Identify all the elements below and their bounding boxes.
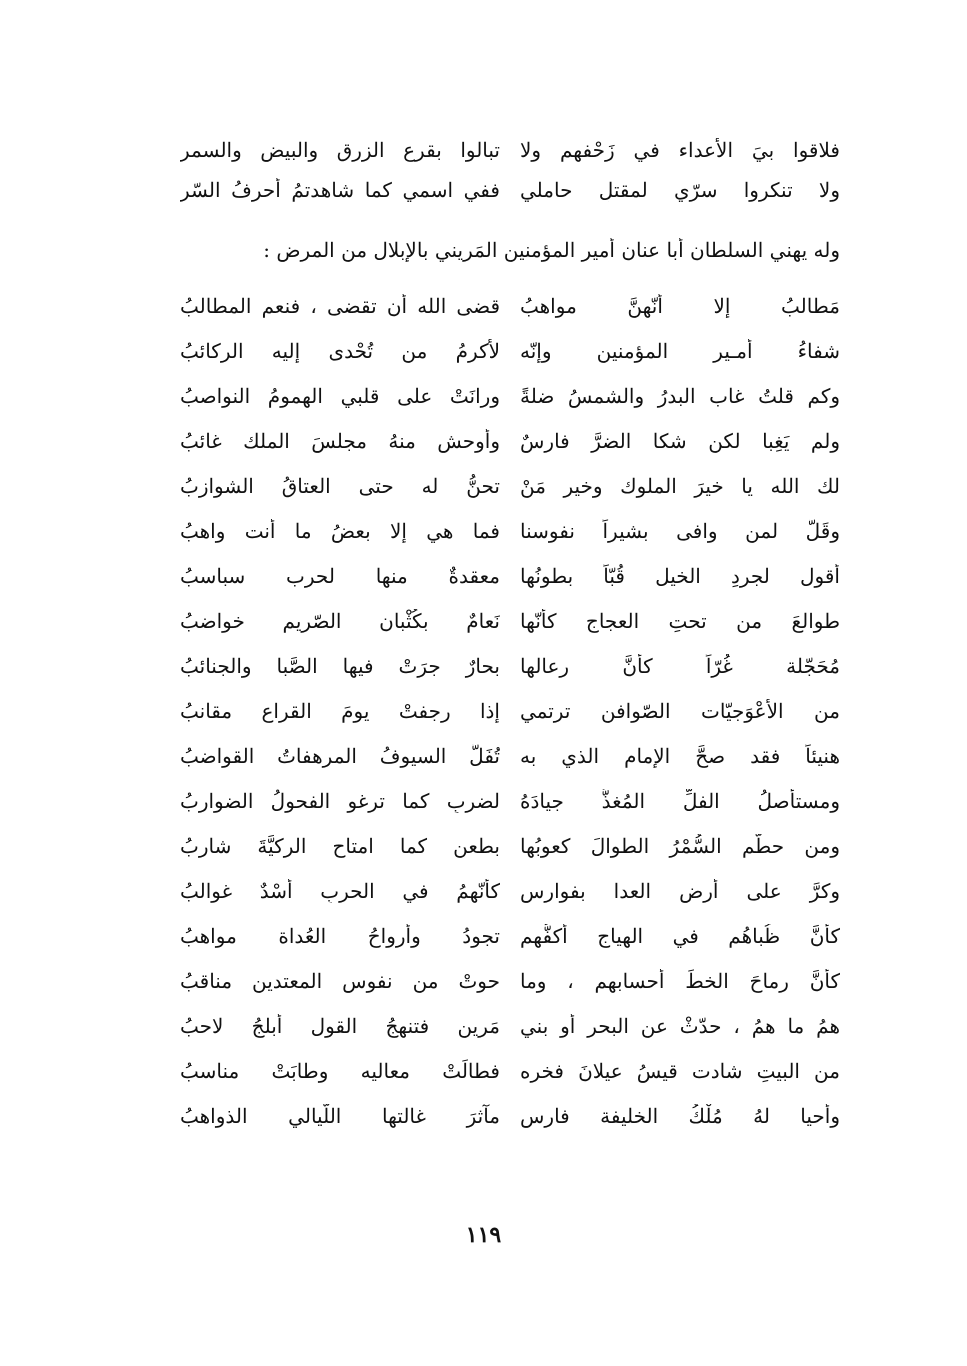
- verse-line: [180, 924, 840, 969]
- second-hemistich: ففي اسمي كما شاهدتمُ أحرفُ السّرِ: [180, 178, 500, 202]
- second-hemistich: تحنُّ له حتى العتاقُ الشوازبُ: [180, 474, 500, 498]
- second-hemistich: وأوحش منهُ مجلسَ الملك غائبُ: [180, 429, 500, 453]
- first-hemistich: كأنَّ ظُباهُم في الهياج أكفُّهم: [520, 924, 840, 948]
- second-hemistich: مَرينٍ فتنهجُ القول أبلجُ لاحبُ: [180, 1014, 500, 1038]
- first-hemistich: من الأعْوَجيّات الصّوافن ترتمي: [520, 699, 840, 723]
- first-hemistich: أقول لجردِ الخيل قُبّاً بطونُها: [520, 564, 840, 588]
- verse-line: [180, 969, 840, 1014]
- second-hemistich: إذا رجفتْ يومَ القراع مقانبُ: [180, 699, 500, 723]
- first-hemistich: وكم قلتُ غاب البدرُ والشمسُ ضلةً: [520, 384, 840, 408]
- first-hemistich: مُحَجّلة غُرّاً كأنَّ رِعالها: [520, 654, 840, 678]
- first-hemistich: من البيتِ شادت قيسُ عيلانَ فخره: [520, 1059, 840, 1083]
- verse-line: [180, 609, 840, 654]
- second-hemistich: كأنّهمُ في الحربِ أُسْدٌ غوالبُ: [180, 879, 500, 903]
- poem-heading: وله يهني السلطان أبا عنان أمير المؤمنين المَريني بالإبلال من المرض :: [263, 238, 840, 262]
- poem-verses: [180, 294, 840, 1149]
- verse-line: [180, 564, 840, 609]
- verse-line: [180, 339, 840, 384]
- second-hemistich: بطعنٍ كما امتاح الركيَّةَ شاربُ: [180, 834, 500, 858]
- first-hemistich: ومستأصلُ الفلِّ المُغذُّ جيادَهُ: [520, 789, 840, 813]
- first-hemistich: مَطالبُ إلا أنّهنَّ مواهبُ: [520, 294, 840, 318]
- verse-line: [180, 384, 840, 429]
- first-hemistich: وكرَّ على أرضِ العدا بفوارسٍ: [520, 879, 840, 903]
- first-hemistich: كأنَّ رماحَ الخطِّ أحسابهم ، وما: [520, 969, 840, 993]
- second-hemistich: فما هي إلا بعضُ ما أنت واهبُ: [180, 519, 500, 543]
- verse-line: [180, 474, 840, 519]
- second-hemistich: معقدةٌ منها لحرب سباسبُ: [180, 564, 500, 588]
- first-hemistich: طوالعَ من تحتِ العجاج كأنّها: [520, 609, 840, 633]
- verse-line: [180, 789, 840, 834]
- first-hemistich: ولم يَغِبا لكن شكا الضرَّ فارسٌ: [520, 429, 840, 453]
- second-hemistich: تبالوا بقرع الزرقِ والبيضِ والسمرِ: [180, 138, 500, 162]
- verse-line: [180, 879, 840, 924]
- second-hemistich: تُفَلُّ السيوفُ المرهفاتُ القواضبُ: [180, 744, 500, 768]
- verse-line: [180, 1014, 840, 1059]
- second-hemistich: ورانَتْ على قلبي الهمومُ النواصبُ: [180, 384, 500, 408]
- first-hemistich: هنيئاً فقد صحَّ الإمام الذي به: [520, 744, 840, 768]
- verse-line: [180, 1059, 840, 1104]
- first-hemistich: همُ ما همُ ، حدّثْ عن البحر أو بني: [520, 1014, 840, 1038]
- second-hemistich: تجودُ وأرواحُ العُداة مواهبُ: [180, 924, 500, 948]
- verse-line: [180, 699, 840, 744]
- second-hemistich: فطالَتْ معاليه وطابَتْ مناسبُ: [180, 1059, 500, 1083]
- verse-line: [180, 519, 840, 564]
- intro-verses: [180, 138, 840, 228]
- verse-line: [180, 429, 840, 474]
- second-hemistich: لضربٍ كما ترغو الفحولُ الضواربُ: [180, 789, 500, 813]
- first-hemistich: شفاءُ أمـيرِ المؤمنين وإنّه: [520, 339, 840, 363]
- first-hemistich: وأحيا لهُ مُلْكُ الخليفة فارسٍ: [520, 1104, 840, 1128]
- first-hemistich: ولا تنكروا سرّي لمقتلِ حاملي: [520, 178, 840, 202]
- verse-line: [180, 654, 840, 699]
- verse-line: [180, 744, 840, 789]
- verse-line: [180, 834, 840, 879]
- second-hemistich: مآثرَ غالتها اللّيالي الذواهبُ: [180, 1104, 500, 1128]
- second-hemistich: نَعامٌ بكُثْبان الصّرِيمِ خواضبُ: [180, 609, 500, 633]
- first-hemistich: وقَلَّ لمن وافى بشيراً نفوسنا: [520, 519, 840, 543]
- verse-line: [180, 294, 840, 339]
- verse-line: [180, 138, 840, 178]
- verse-line: [180, 178, 840, 218]
- second-hemistich: بحارٌ جرَتْ فيها الصَّبا والجنائبُ: [180, 654, 500, 678]
- first-hemistich: فلاقوا بيَ الأعداء في زَحْفهم ولا: [520, 138, 840, 162]
- second-hemistich: لأكرمُ من تُحْدى إليه الركائبُ: [180, 339, 500, 363]
- first-hemistich: ومن حطَّم السُّمْرُ الطوالَ كعوبُها: [520, 834, 840, 858]
- page-number: ١١٩: [465, 1222, 502, 1248]
- second-hemistich: حوتْ من نفوسِ المعتدين مناقبُ: [180, 969, 500, 993]
- verse-line: [180, 1104, 840, 1149]
- first-hemistich: لك الله يا خيرَ الملوك وخير مَنْ: [520, 474, 840, 498]
- second-hemistich: قضى الله أن تقضى ، فنعم المطالبُ: [180, 294, 500, 318]
